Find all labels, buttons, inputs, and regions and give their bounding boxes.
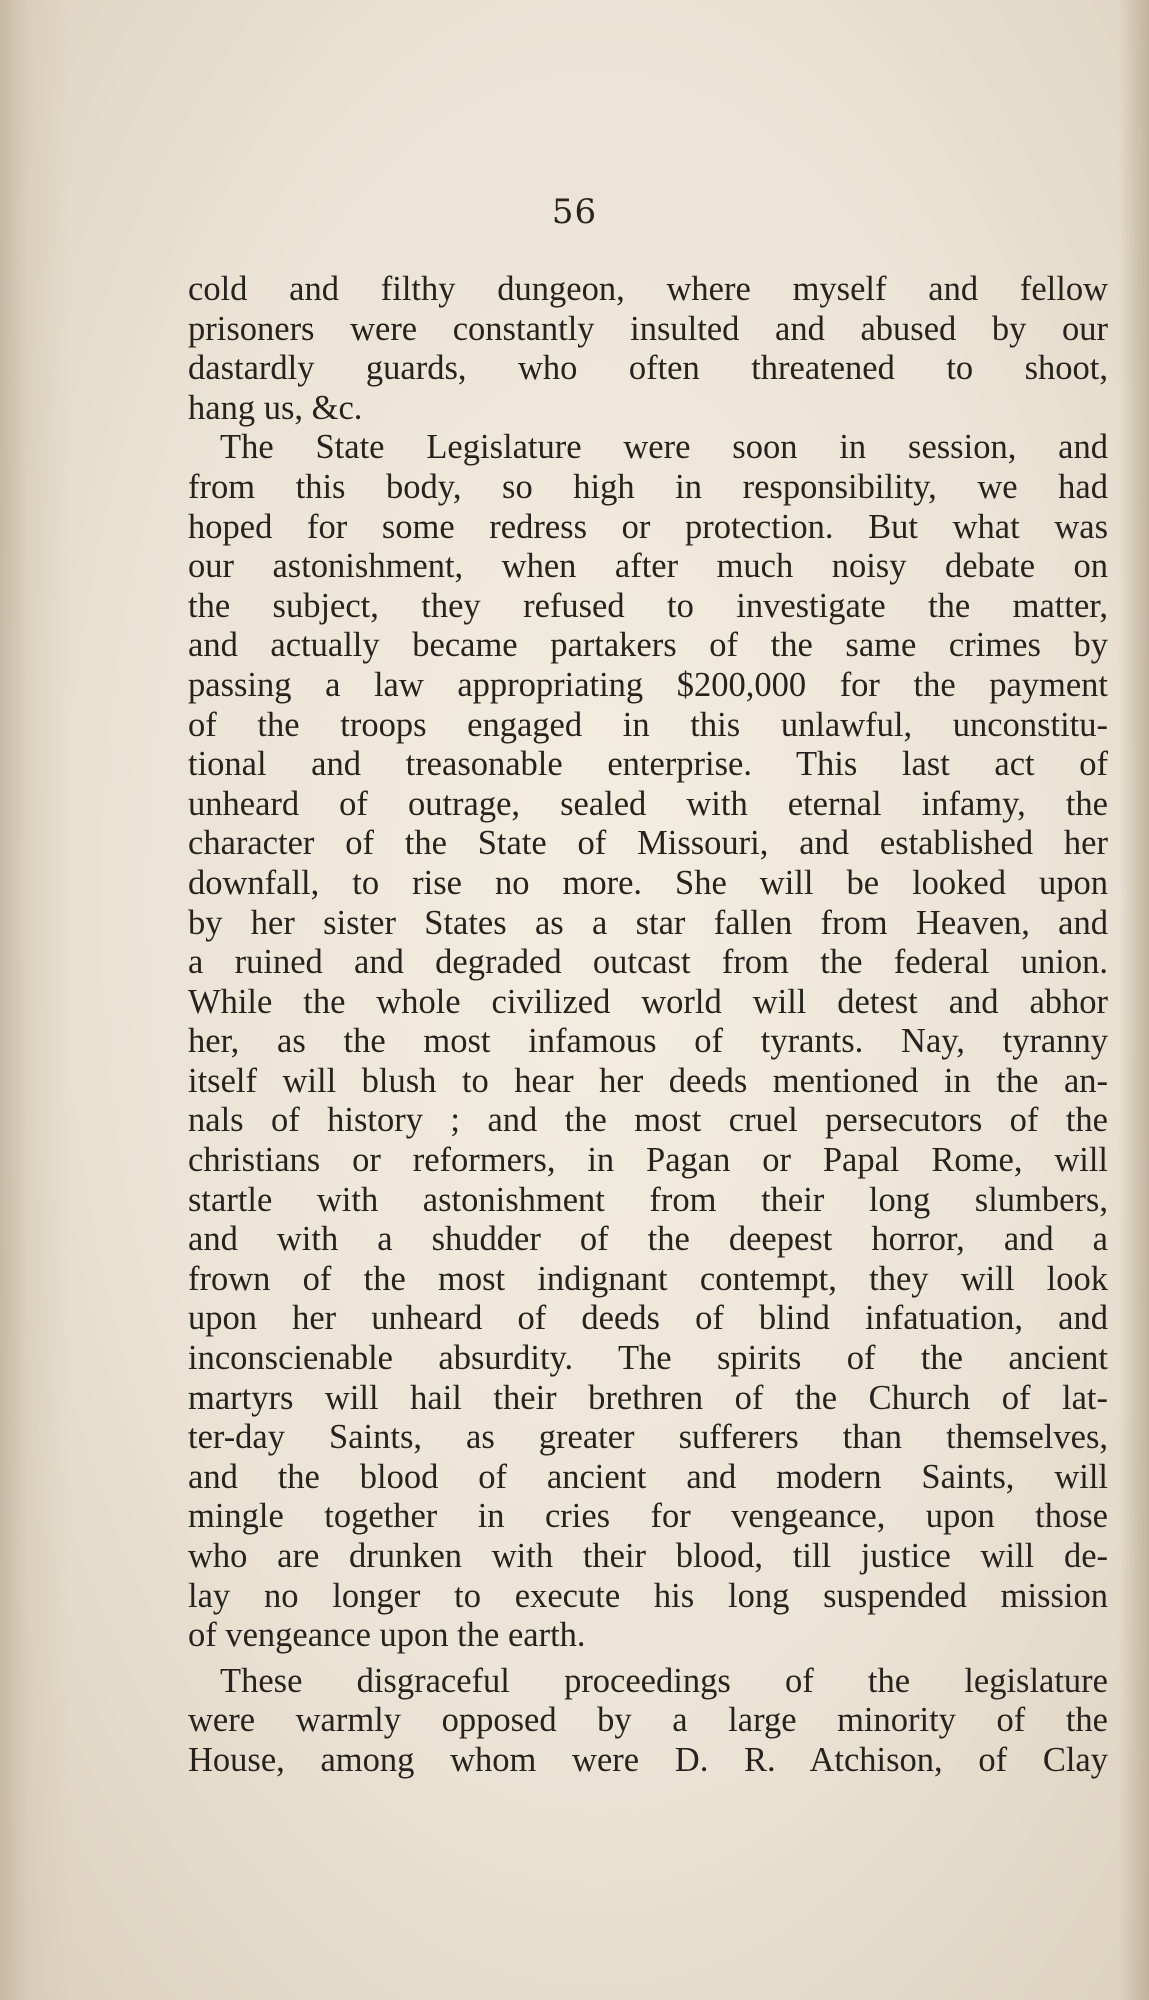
text-line: of vengeance upon the earth. (188, 1616, 586, 1655)
text-line: the subject, they refused to investigate the matter, (188, 586, 1108, 625)
text-line: ter-day Saints, as greater sufferers than themselves, (188, 1418, 1108, 1457)
text-line: passing a law appropriating $200,000 for the payment (188, 665, 1108, 704)
paragraph-1 (188, 270, 1108, 428)
text-line: who are drunken with their blood, till justice will de- (188, 1537, 1108, 1575)
text-line: startle with astonishment from their long slumbers, (188, 1180, 1108, 1219)
text-line: inconscienable absurdity. The spirits of the ancient (188, 1339, 1108, 1378)
text-line: hoped for some redress or protection. But what was (188, 507, 1108, 546)
page-number: 56 (551, 192, 598, 232)
text-line: nals of history ; and the most cruel persecutors of the (188, 1101, 1108, 1140)
text-line: unheard of outrage, sealed with eternal infamy, the (188, 784, 1108, 823)
text-line: by her sister States as a star fallen from Heaven, and (188, 903, 1108, 942)
text-line: of the troops engaged in this unlawful, unconstitu- (188, 705, 1108, 744)
text-line: tional and treasonable enterprise. This last act of (188, 745, 1108, 784)
paragraph-3 (188, 1662, 1108, 1781)
text-line: mingle together in cries for vengeance, upon those (188, 1497, 1108, 1536)
text-line: her, as the most infamous of tyrants. Nay, tyranny (188, 1022, 1108, 1061)
text-line: a ruined and degraded outcast from the federal union. (188, 943, 1108, 982)
text-line: hang us, &c. (188, 388, 363, 427)
paragraph-2 (188, 428, 1108, 1655)
text-line: and with a shudder of the deepest horror, and a (188, 1220, 1108, 1259)
text-line: dastardly guards, who often threatened to shoot, (188, 349, 1108, 388)
text-line: were warmly opposed by a large minority of the (188, 1701, 1108, 1740)
text-line: character of the State of Missouri, and established her (188, 824, 1108, 863)
text-line: These disgraceful proceedings of the legislature (220, 1661, 1108, 1700)
text-line: lay no longer to execute his long suspended mission (188, 1576, 1108, 1615)
text-line: christians or reformers, in Pagan or Papal Rome, will (188, 1141, 1108, 1180)
page-left-edge-shadow (0, 0, 70, 2000)
text-line: and actually became partakers of the same crimes by (188, 626, 1108, 665)
text-line: The State Legislature were soon in session, and (220, 428, 1108, 467)
text-line: prisoners were constantly insulted and abused by our (188, 309, 1108, 348)
text-line: frown of the most indignant contempt, they will look (188, 1259, 1108, 1298)
page-right-edge-shadow (1119, 0, 1149, 2000)
text-line: While the whole civilized world will detest and abhor (188, 982, 1108, 1021)
text-line: itself will blush to hear her deeds mentioned in the an- (188, 1061, 1108, 1100)
text-line: and the blood of ancient and modern Saints, will (188, 1457, 1108, 1496)
text-line: our astonishment, when after much noisy debate on (188, 547, 1108, 586)
text-line: House, among whom were D. R. Atchison, of Clay (188, 1740, 1108, 1779)
text-line: martyrs will hail their brethren of the Church of lat- (188, 1378, 1108, 1417)
text-line: from this body, so high in responsibility, we had (188, 467, 1108, 506)
text-line: cold and filthy dungeon, where myself and fellow (188, 270, 1108, 308)
text-line: upon her unheard of deeds of blind infatuation, and (188, 1299, 1108, 1338)
text-line: downfall, to rise no more. She will be looked upon (188, 863, 1108, 902)
body-text (188, 270, 1108, 1781)
